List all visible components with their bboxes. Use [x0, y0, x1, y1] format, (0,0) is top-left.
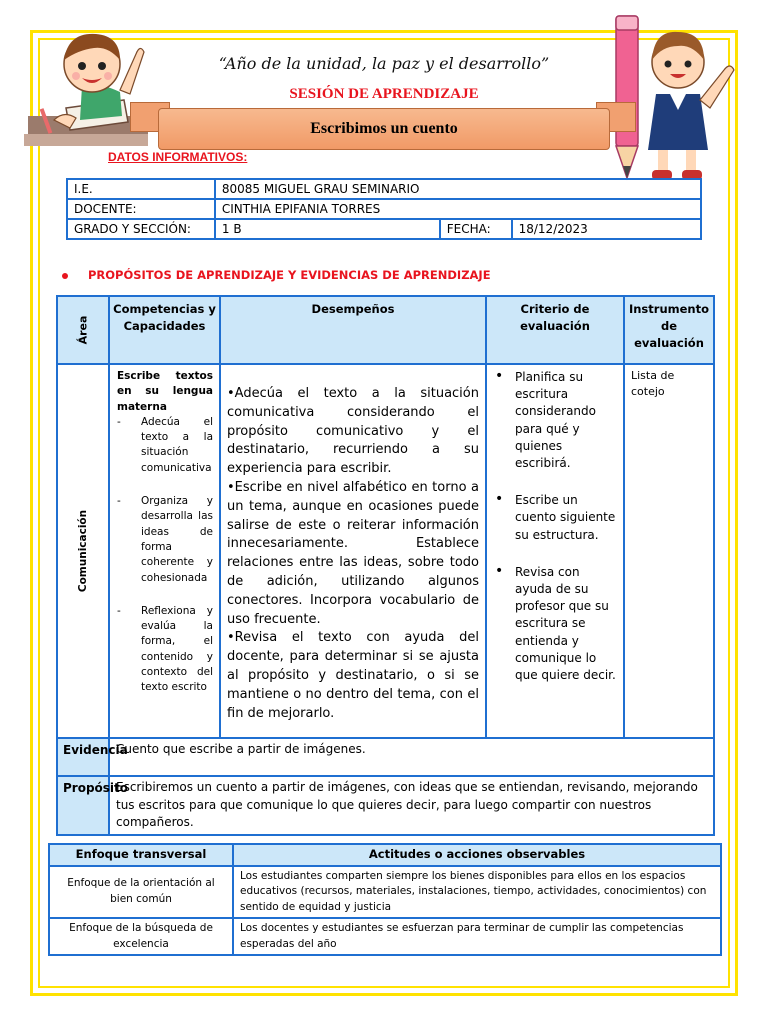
- proposito-row: [57, 776, 714, 835]
- enfoque-actitud: Los docentes y estudiantes se esfuerzan para terminar de cumplir las competencias esperadas del año: [233, 918, 721, 955]
- area-value: Comunicación: [57, 364, 109, 738]
- enfoque-name: Enfoque de la orientación al bien común: [49, 866, 233, 919]
- info-row-docente: [67, 199, 701, 219]
- evidencia-label: Evidencia: [57, 738, 109, 776]
- competencias-cell: [109, 364, 220, 738]
- propositos-body-row: [57, 364, 714, 738]
- col-instrumento: Instrumento de evaluación: [624, 296, 714, 364]
- capacidad-item: - Reflexiona y evalúa la forma, el contenido y contexto del texto escrito: [117, 604, 213, 696]
- proposito-value: Escribiremos un cuento a partir de imágenes, con ideas que se entiendan, revisando, mejorando tus escritos para que comunique lo que quieres decir, para luego compartir con nuestros compañeros.: [109, 776, 714, 835]
- session-label: SESIÓN DE APRENDIZAJE: [289, 86, 479, 102]
- criterio-item: • Revisa con ayuda de su profesor que su escritura se entienda y comunique lo que quiere decir.: [493, 564, 619, 684]
- year-motto: “Año de la unidad, la paz y el desarrollo”: [218, 54, 550, 73]
- enfoques-header-row: [49, 844, 721, 866]
- propositos-header-row: [57, 296, 714, 364]
- enfoque-row: [49, 918, 721, 955]
- grado-value: 1 B: [215, 219, 440, 239]
- info-row-ie: [67, 179, 701, 199]
- competencia-title: Escribe textos en su lengua materna: [117, 370, 213, 413]
- col-competencias: Competencias y Capacidades: [109, 296, 220, 364]
- session-title-banner: Escribimos un cuento: [158, 108, 610, 150]
- col-area: Área: [57, 296, 109, 364]
- col-desempenos: Desempeños: [220, 296, 486, 364]
- datos-heading: DATOS INFORMATIVOS:: [108, 150, 248, 164]
- desempeno-item: •Escribe en nivel alfabético en torno a un tema, aunque en ocasiones puede salirse de este o reiterar información innecesariamente. Establece relaciones entre las ideas, sobre todo de adición, utilizando algunos conectores. Incorpora vocabulario de uso frecuente.: [227, 479, 479, 627]
- evidencia-value: Cuento que escribe a partir de imágenes.: [109, 738, 714, 776]
- desempeno-item: •Revisa el texto con ayuda del docente, para determinar si se ajusta al propósito y destinatario, o si se mantiene o no dentro del tema, con el fin de mejorarlo.: [227, 630, 479, 721]
- info-row-grado: [67, 219, 701, 239]
- capacidad-item: - Organiza y desarrolla las ideas de forma coherente y cohesionada: [117, 494, 213, 586]
- criterios-list: [493, 369, 619, 684]
- enfoque-row: [49, 866, 721, 919]
- col-criterio: Criterio de evaluación: [486, 296, 624, 364]
- info-table: [66, 178, 702, 240]
- instrumento-value: Lista de cotejo: [624, 364, 714, 738]
- propositos-heading-text: PROPÓSITOS DE APRENDIZAJE Y EVIDENCIAS DE APRENDIZAJE: [88, 268, 491, 282]
- enfoque-name: Enfoque de la búsqueda de excelencia: [49, 918, 233, 955]
- proposito-label: Propósito: [57, 776, 109, 835]
- criterios-cell: [486, 364, 624, 738]
- enfoque-actitud: Los estudiantes comparten siempre los bienes disponibles para ellos en los espacios educativos (recursos, materiales, instalaciones, tiempo, actividades, conocimientos) con sentido de equidad y justicia: [233, 866, 721, 919]
- capacidad-item: - Adecúa el texto a la situación comunicativa: [117, 415, 213, 476]
- desempenos-cell: [220, 364, 486, 738]
- col-actitudes: Actitudes o acciones observables: [233, 844, 721, 866]
- criterio-item: • Escribe un cuento siguiente su estructura.: [493, 492, 619, 544]
- bullet-icon: [62, 273, 68, 279]
- propositos-table: [56, 295, 715, 836]
- propositos-heading: [62, 268, 491, 282]
- docente-value: CINTHIA EPIFANIA TORRES: [215, 199, 701, 219]
- fecha-value: 18/12/2023: [512, 219, 701, 239]
- ie-label: I.E.: [67, 179, 215, 199]
- evidencia-row: [57, 738, 714, 776]
- enfoques-table: [48, 843, 722, 956]
- col-enfoque: Enfoque transversal: [49, 844, 233, 866]
- capacidades-list: [117, 415, 213, 696]
- criterio-item: • Planifica su escritura considerando para qué y quienes escribirá.: [493, 369, 619, 472]
- grado-label: GRADO Y SECCIÓN:: [67, 219, 215, 239]
- ie-value: 80085 MIGUEL GRAU SEMINARIO: [215, 179, 701, 199]
- desempeno-item: •Adecúa el texto a la situación comunicativa considerando el propósito comunicativo y el destinatario, recurriendo a su experiencia para escribir.: [227, 386, 479, 477]
- docente-label: DOCENTE:: [67, 199, 215, 219]
- fecha-label: FECHA:: [440, 219, 512, 239]
